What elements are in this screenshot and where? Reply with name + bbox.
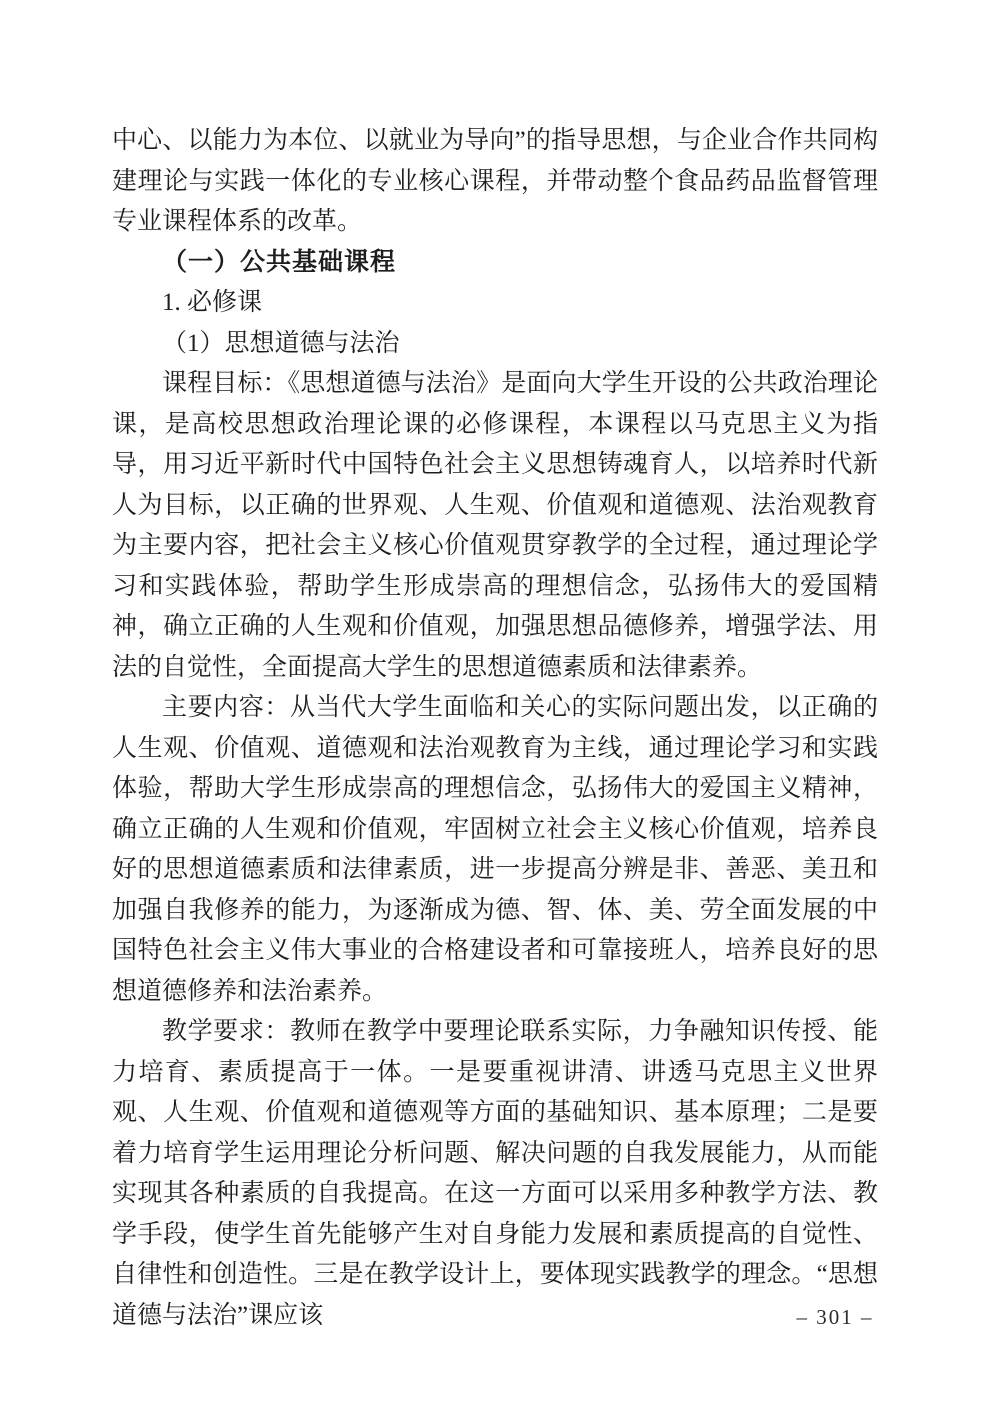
page-number: – 301 –: [796, 1305, 874, 1329]
paragraph-teaching-requirements: 教学要求：教师在教学中要理论联系实际，力争融知识传授、能力培育、素质提高于一体。一是要重视讲清、讲透马克思主义世界观、人生观、价值观和道德观等方面的基础知识、基本原理；二是要着力培育学生运用理论分析问题、解决问题的自我发展能力，从而能实现其各种素质的自我提高。在这一方面可以采用多种教学方法、教学手段，使学生首先能够产生对自身能力发展和素质提高的自觉性、自律性和创造性。三是在教学设计上，要体现实践教学的理念。“思想道德与法治”课应该: [112, 1018, 878, 1329]
subsection-heading-required-courses: 1. 必修课: [162, 289, 263, 316]
paragraph-main-content: 主要内容：从当代大学生面临和关心的实际问题出发，以正确的人生观、价值观、道德观和法治观教育为主线，通过理论学习和实践体验，帮助大学生形成崇高的理想信念，弘扬伟大的爱国主义精神，确立正确的人生观和价值观，牢固树立社会主义核心价值观，培养良好的思想道德素质和法律素质，进一步提高分辨是非、善恶、美丑和加强自我修养的能力，为逐渐成为德、智、体、美、劳全面发展的中国特色社会主义伟大事业的合格建设者和可靠接班人，培养良好的思想道德修养和法治素养。: [112, 694, 878, 1005]
section-heading-public-basic-courses: （一）公共基础课程: [162, 248, 397, 276]
paragraph-course-objectives: 课程目标：《思想道德与法治》是面向大学生开设的公共政治理论课，是高校思想政治理论课的必修课程，本课程以马克思主义为指导，用习近平新时代中国特色社会主义思想铸魂育人，以培养时代新人为目标，以正确的世界观、人生观、价值观和道德观、法治观教育为主要内容，把社会主义核心价值观贯穿教学的全过程，通过理论学习和实践体验，帮助学生形成崇高的理想信念，弘扬伟大的爱国精神，确立正确的人生观和价值观，加强思想品德修养，增强学法、用法的自觉性，全面提高大学生的思想道德素质和法律素养。: [112, 370, 878, 681]
course-heading-ideology-morality-law: （1）思想道德与法治: [162, 329, 400, 357]
document-body: [112, 121, 878, 1336]
paragraph-continued: 中心、以能力为本位、以就业为导向”的指导思想，与企业合作共同构建理论与实践一体化的专业核心课程，并带动整个食品药品监督管理专业课程体系的改革。: [112, 127, 878, 235]
